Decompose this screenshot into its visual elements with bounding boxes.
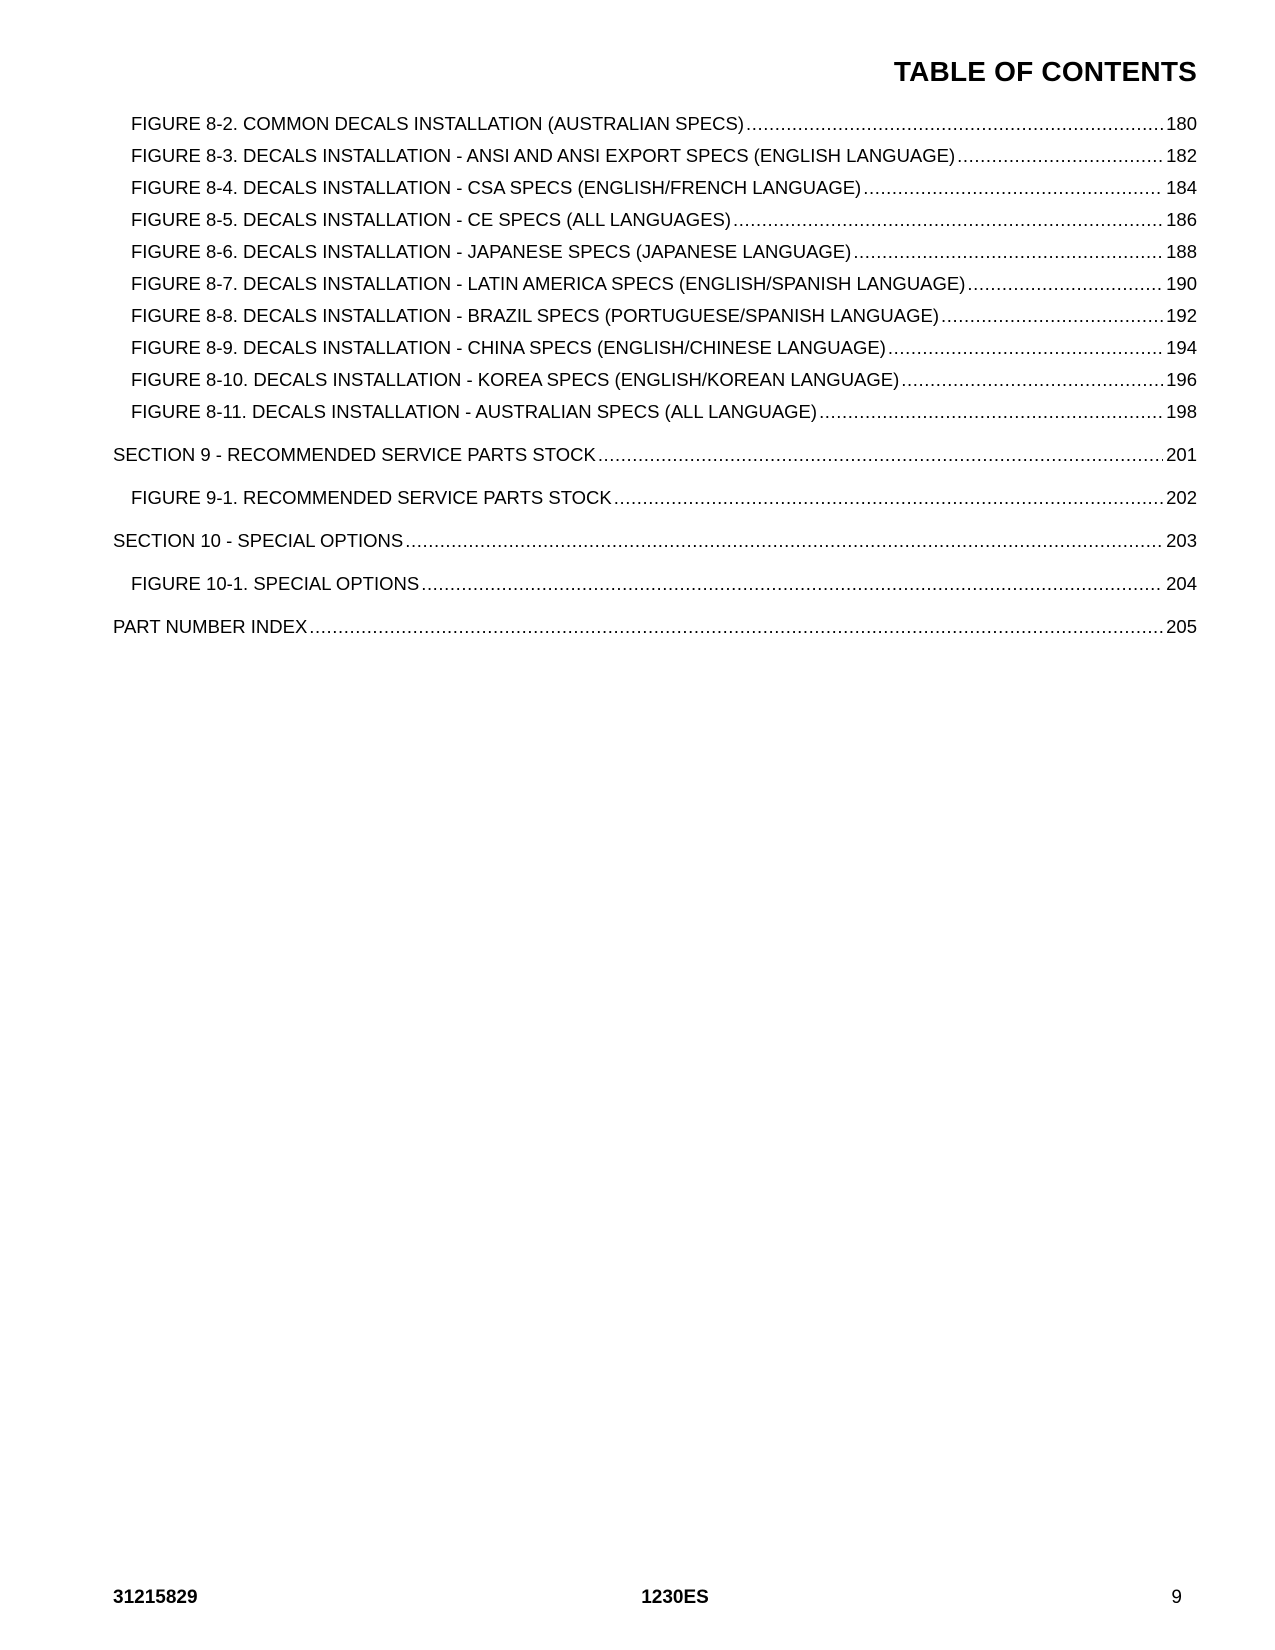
toc-entry[interactable] <box>0 482 1275 514</box>
toc-entry-label: FIGURE 8-5. DECALS INSTALLATION - CE SPECS (ALL LANGUAGES) <box>131 209 732 230</box>
toc-entry[interactable] <box>0 568 1275 600</box>
toc-entry-page: 192 <box>1166 305 1197 326</box>
toc-entry-label: FIGURE 8-6. DECALS INSTALLATION - JAPANESE SPECS (JAPANESE LANGUAGE) <box>131 241 852 262</box>
toc-entry-label: FIGURE 10-1. SPECIAL OPTIONS <box>131 573 420 594</box>
dot-leader <box>863 172 1163 204</box>
toc-entry[interactable] <box>0 268 1275 300</box>
toc-entry-label: FIGURE 9-1. RECOMMENDED SERVICE PARTS STOCK <box>131 487 612 508</box>
toc-entry-label: FIGURE 8-11. DECALS INSTALLATION - AUSTRALIAN SPECS (ALL LANGUAGE) <box>131 401 818 422</box>
toc-entry[interactable] <box>0 332 1275 364</box>
toc-entry-page: 196 <box>1166 369 1197 390</box>
dot-leader <box>405 525 1163 557</box>
toc-section-entry[interactable] <box>0 439 1275 471</box>
toc-entry[interactable] <box>0 396 1275 428</box>
toc-entry[interactable] <box>0 108 1275 140</box>
toc-entry-page: 205 <box>1166 616 1197 637</box>
page-footer <box>0 1586 1275 1610</box>
dot-leader <box>598 439 1163 471</box>
dot-leader <box>819 396 1163 428</box>
toc-entry-label: SECTION 9 - RECOMMENDED SERVICE PARTS STOCK <box>113 444 596 465</box>
page-title: TABLE OF CONTENTS <box>893 56 1197 87</box>
dot-leader <box>421 568 1163 600</box>
dot-leader <box>746 108 1163 140</box>
toc-entry-label: SECTION 10 - SPECIAL OPTIONS <box>113 530 404 551</box>
toc-entry-label: FIGURE 8-2. COMMON DECALS INSTALLATION (AUSTRALIAN SPECS) <box>131 113 745 134</box>
toc-entry-page: 184 <box>1166 177 1197 198</box>
toc-entry-page: 182 <box>1166 145 1197 166</box>
toc-entry-label: FIGURE 8-10. DECALS INSTALLATION - KOREA SPECS (ENGLISH/KOREAN LANGUAGE) <box>131 369 900 390</box>
toc-entry-page: 201 <box>1166 444 1197 465</box>
toc-entry-page: 202 <box>1166 487 1197 508</box>
dot-leader <box>614 482 1163 514</box>
toc-entry-page: 204 <box>1166 573 1197 594</box>
toc-entry-label: FIGURE 8-7. DECALS INSTALLATION - LATIN AMERICA SPECS (ENGLISH/SPANISH LANGUAGE) <box>131 273 966 294</box>
dot-leader <box>733 204 1163 236</box>
toc-entry-page: 190 <box>1166 273 1197 294</box>
toc-entry-page: 198 <box>1166 401 1197 422</box>
toc-entry-page: 203 <box>1166 530 1197 551</box>
toc-entry-label: FIGURE 8-3. DECALS INSTALLATION - ANSI AND ANSI EXPORT SPECS (ENGLISH LANGUAGE) <box>131 145 956 166</box>
toc-entry[interactable] <box>0 364 1275 396</box>
toc-entry[interactable] <box>0 236 1275 268</box>
model-name: 1230ES <box>641 1587 709 1608</box>
toc-section-entry[interactable] <box>0 525 1275 557</box>
toc-section-entry[interactable] <box>0 611 1275 643</box>
document-number: 31215829 <box>113 1587 198 1608</box>
toc-entry-label: FIGURE 8-4. DECALS INSTALLATION - CSA SPECS (ENGLISH/FRENCH LANGUAGE) <box>131 177 862 198</box>
toc-entry-page: 188 <box>1166 241 1197 262</box>
toc-entry[interactable] <box>0 204 1275 236</box>
toc-entry-label: PART NUMBER INDEX <box>113 616 308 637</box>
toc-entry-page: 194 <box>1166 337 1197 358</box>
dot-leader <box>888 332 1163 364</box>
dot-leader <box>967 268 1163 300</box>
toc-list <box>0 108 1275 643</box>
dot-leader <box>941 300 1163 332</box>
toc-entry-page: 186 <box>1166 209 1197 230</box>
toc-entry[interactable] <box>0 300 1275 332</box>
dot-leader <box>309 611 1163 643</box>
toc-entry[interactable] <box>0 140 1275 172</box>
dot-leader <box>853 236 1163 268</box>
page-number: 9 <box>1171 1587 1182 1608</box>
dot-leader <box>901 364 1163 396</box>
dot-leader <box>957 140 1163 172</box>
toc-entry-label: FIGURE 8-8. DECALS INSTALLATION - BRAZIL SPECS (PORTUGUESE/SPANISH LANGUAGE) <box>131 305 940 326</box>
toc-entry-page: 180 <box>1166 113 1197 134</box>
toc-entry[interactable] <box>0 172 1275 204</box>
toc-entry-label: FIGURE 8-9. DECALS INSTALLATION - CHINA SPECS (ENGLISH/CHINESE LANGUAGE) <box>131 337 886 358</box>
